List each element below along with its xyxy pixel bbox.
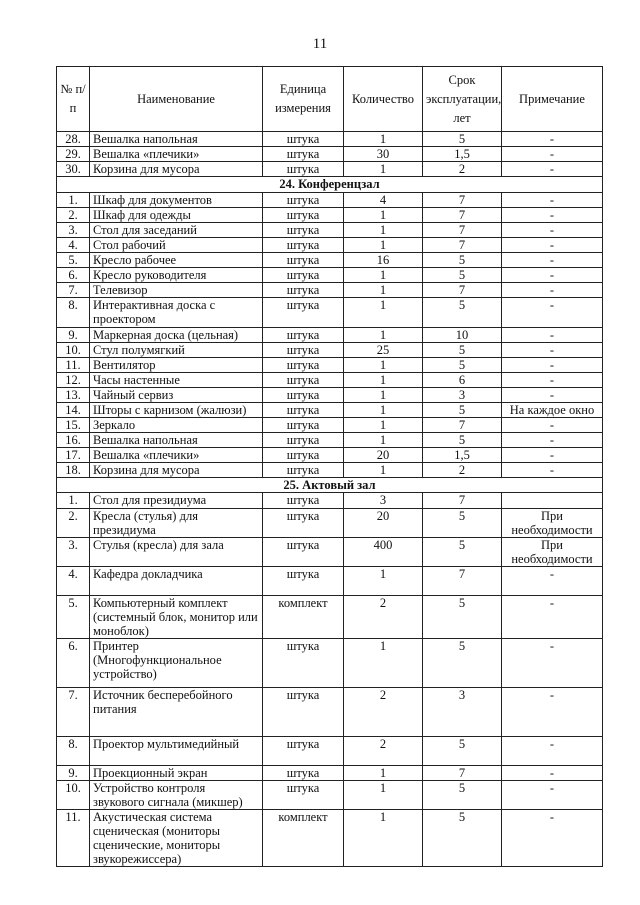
row-number: 11. [57, 358, 90, 373]
section-header-row [57, 177, 603, 193]
item-unit: штука [263, 509, 344, 538]
item-name: Стол рабочий [90, 238, 263, 253]
item-service-life: 5 [423, 538, 502, 567]
item-note: - [502, 268, 603, 283]
row-number: 10. [57, 781, 90, 810]
item-unit: штука [263, 493, 344, 509]
item-name: Вешалка «плечики» [90, 448, 263, 463]
item-note: - [502, 283, 603, 298]
item-unit: штука [263, 328, 344, 343]
item-quantity: 1 [344, 328, 423, 343]
item-name: Корзина для мусора [90, 463, 263, 478]
row-number: 7. [57, 283, 90, 298]
item-service-life: 5 [423, 358, 502, 373]
item-name: Проекционный экран [90, 766, 263, 781]
item-note: - [502, 766, 603, 781]
item-note: - [502, 162, 603, 177]
item-note: - [502, 298, 603, 328]
table-row [57, 463, 603, 478]
row-number: 2. [57, 509, 90, 538]
row-number: 11. [57, 810, 90, 867]
header-service-life: Срок эксплуатации, лет [423, 67, 502, 132]
table-row [57, 268, 603, 283]
item-name: Часы настенные [90, 373, 263, 388]
table-body [57, 132, 603, 867]
item-quantity: 1 [344, 403, 423, 418]
item-service-life: 7 [423, 766, 502, 781]
table-row [57, 433, 603, 448]
row-number: 30. [57, 162, 90, 177]
item-name: Кресло руководителя [90, 268, 263, 283]
table-row [57, 403, 603, 418]
item-unit: штука [263, 538, 344, 567]
item-service-life: 7 [423, 223, 502, 238]
item-name: Маркерная доска (цельная) [90, 328, 263, 343]
item-service-life: 6 [423, 373, 502, 388]
item-unit: штука [263, 238, 344, 253]
item-service-life: 7 [423, 493, 502, 509]
item-unit: штука [263, 343, 344, 358]
row-number: 9. [57, 766, 90, 781]
item-name: Кафедра докладчика [90, 567, 263, 596]
item-unit: штука [263, 639, 344, 688]
item-name: Стол для президиума [90, 493, 263, 509]
row-number: 8. [57, 298, 90, 328]
item-name: Источник бесперебойного питания [90, 688, 263, 737]
item-quantity: 1 [344, 208, 423, 223]
item-name: Вешалка напольная [90, 132, 263, 147]
item-unit: штука [263, 162, 344, 177]
item-service-life: 5 [423, 639, 502, 688]
item-quantity: 25 [344, 343, 423, 358]
item-unit: штука [263, 388, 344, 403]
table-row [57, 343, 603, 358]
table-row [57, 567, 603, 596]
row-number: 7. [57, 688, 90, 737]
item-note: - [502, 223, 603, 238]
item-note: - [502, 688, 603, 737]
table-row [57, 358, 603, 373]
item-note: - [502, 147, 603, 162]
table-row [57, 509, 603, 538]
item-unit: комплект [263, 810, 344, 867]
row-number: 13. [57, 388, 90, 403]
item-unit: штука [263, 567, 344, 596]
row-number: 4. [57, 238, 90, 253]
item-quantity: 1 [344, 810, 423, 867]
item-unit: штука [263, 766, 344, 781]
item-note: - [502, 238, 603, 253]
item-service-life: 5 [423, 343, 502, 358]
item-name: Чайный сервиз [90, 388, 263, 403]
item-note [502, 493, 603, 509]
row-number: 15. [57, 418, 90, 433]
item-unit: штука [263, 268, 344, 283]
item-note: - [502, 639, 603, 688]
item-quantity: 30 [344, 147, 423, 162]
item-quantity: 2 [344, 596, 423, 639]
item-quantity: 1 [344, 433, 423, 448]
section-title: 24. Конференцзал [57, 177, 603, 193]
table-row [57, 538, 603, 567]
item-name: Кресла (стулья) для президиума [90, 509, 263, 538]
item-service-life: 5 [423, 596, 502, 639]
item-quantity: 1 [344, 298, 423, 328]
item-unit: штука [263, 433, 344, 448]
item-quantity: 4 [344, 193, 423, 208]
header-note: Примечание [502, 67, 603, 132]
item-quantity: 1 [344, 418, 423, 433]
table-row [57, 493, 603, 509]
item-quantity: 20 [344, 509, 423, 538]
section-header-row [57, 478, 603, 493]
item-quantity: 1 [344, 162, 423, 177]
item-service-life: 1,5 [423, 147, 502, 162]
item-unit: штука [263, 463, 344, 478]
item-name: Принтер (Многофункциональное устройство) [90, 639, 263, 688]
item-service-life: 2 [423, 463, 502, 478]
item-service-life: 1,5 [423, 448, 502, 463]
item-name: Стул полумягкий [90, 343, 263, 358]
table-row [57, 639, 603, 688]
item-unit: штука [263, 418, 344, 433]
page-number: 11 [312, 36, 328, 52]
item-note: - [502, 343, 603, 358]
item-unit: штука [263, 223, 344, 238]
item-name: Проектор мультимедийный [90, 737, 263, 766]
table-header-row [57, 67, 603, 132]
item-note: - [502, 373, 603, 388]
row-number: 17. [57, 448, 90, 463]
item-quantity: 1 [344, 358, 423, 373]
table-row [57, 781, 603, 810]
item-quantity: 2 [344, 737, 423, 766]
item-service-life: 7 [423, 283, 502, 298]
item-service-life: 7 [423, 238, 502, 253]
header-unit: Единица измерения [263, 67, 344, 132]
item-unit: штука [263, 781, 344, 810]
item-service-life: 5 [423, 268, 502, 283]
item-quantity: 1 [344, 388, 423, 403]
row-number: 3. [57, 223, 90, 238]
row-number: 2. [57, 208, 90, 223]
item-quantity: 1 [344, 567, 423, 596]
item-unit: штука [263, 208, 344, 223]
item-name: Вешалка напольная [90, 433, 263, 448]
table-row [57, 162, 603, 177]
item-name: Телевизор [90, 283, 263, 298]
item-note: - [502, 810, 603, 867]
item-unit: штука [263, 147, 344, 162]
table-row [57, 328, 603, 343]
item-note: - [502, 388, 603, 403]
item-service-life: 3 [423, 388, 502, 403]
item-quantity: 1 [344, 268, 423, 283]
item-name: Корзина для мусора [90, 162, 263, 177]
header-quantity: Количество [344, 67, 423, 132]
item-service-life: 5 [423, 737, 502, 766]
item-quantity: 1 [344, 781, 423, 810]
row-number: 1. [57, 493, 90, 509]
item-note: - [502, 448, 603, 463]
item-service-life: 5 [423, 298, 502, 328]
table-row [57, 193, 603, 208]
item-name: Стол для заседаний [90, 223, 263, 238]
item-service-life: 7 [423, 193, 502, 208]
item-name: Шкаф для документов [90, 193, 263, 208]
row-number: 8. [57, 737, 90, 766]
item-name: Компьютерный комплект (системный блок, монитор или моноблок) [90, 596, 263, 639]
table-row [57, 223, 603, 238]
item-unit: штука [263, 737, 344, 766]
table-row [57, 147, 603, 162]
row-number: 5. [57, 596, 90, 639]
item-note: При необходимости [502, 538, 603, 567]
item-service-life: 3 [423, 688, 502, 737]
item-service-life: 5 [423, 433, 502, 448]
item-quantity: 1 [344, 639, 423, 688]
item-service-life: 5 [423, 132, 502, 147]
item-quantity: 1 [344, 373, 423, 388]
item-service-life: 7 [423, 208, 502, 223]
row-number: 3. [57, 538, 90, 567]
item-service-life: 5 [423, 253, 502, 268]
item-note: При необходимости [502, 509, 603, 538]
item-service-life: 5 [423, 781, 502, 810]
item-name: Кресло рабочее [90, 253, 263, 268]
row-number: 14. [57, 403, 90, 418]
table-row [57, 373, 603, 388]
row-number: 10. [57, 343, 90, 358]
item-name: Шторы с карнизом (жалюзи) [90, 403, 263, 418]
table-row [57, 238, 603, 253]
equipment-table [56, 66, 603, 867]
table-row [57, 132, 603, 147]
item-unit: штука [263, 193, 344, 208]
item-unit: штука [263, 403, 344, 418]
item-unit: штука [263, 358, 344, 373]
item-note: - [502, 781, 603, 810]
item-quantity: 2 [344, 688, 423, 737]
item-service-life: 5 [423, 403, 502, 418]
row-number: 4. [57, 567, 90, 596]
row-number: 12. [57, 373, 90, 388]
row-number: 28. [57, 132, 90, 147]
item-quantity: 1 [344, 283, 423, 298]
row-number: 9. [57, 328, 90, 343]
table-row [57, 283, 603, 298]
item-name: Вешалка «плечики» [90, 147, 263, 162]
table-row [57, 688, 603, 737]
item-name: Устройство контроля звукового сигнала (микшер) [90, 781, 263, 810]
table-row [57, 388, 603, 403]
header-name: Наименование [90, 67, 263, 132]
item-quantity: 20 [344, 448, 423, 463]
item-service-life: 5 [423, 509, 502, 538]
item-note: - [502, 328, 603, 343]
item-quantity: 1 [344, 766, 423, 781]
item-note: - [502, 358, 603, 373]
row-number: 29. [57, 147, 90, 162]
item-note: - [502, 418, 603, 433]
item-name: Стулья (кресла) для зала [90, 538, 263, 567]
row-number: 1. [57, 193, 90, 208]
row-number: 16. [57, 433, 90, 448]
table-row [57, 298, 603, 328]
item-name: Интерактивная доска с проектором [90, 298, 263, 328]
item-unit: комплект [263, 596, 344, 639]
item-note: - [502, 596, 603, 639]
item-unit: штука [263, 448, 344, 463]
section-title: 25. Актовый зал [57, 478, 603, 493]
item-note: - [502, 253, 603, 268]
table-row [57, 737, 603, 766]
item-quantity: 400 [344, 538, 423, 567]
item-unit: штука [263, 132, 344, 147]
table-row [57, 418, 603, 433]
row-number: 18. [57, 463, 90, 478]
item-name: Вентилятор [90, 358, 263, 373]
item-unit: штука [263, 688, 344, 737]
item-name: Шкаф для одежды [90, 208, 263, 223]
item-service-life: 7 [423, 567, 502, 596]
header-number: № п/п [57, 67, 90, 132]
item-unit: штука [263, 373, 344, 388]
row-number: 5. [57, 253, 90, 268]
table-row [57, 448, 603, 463]
table-row [57, 253, 603, 268]
item-unit: штука [263, 298, 344, 328]
item-note: - [502, 132, 603, 147]
item-note: - [502, 737, 603, 766]
item-unit: штука [263, 253, 344, 268]
item-quantity: 3 [344, 493, 423, 509]
table-row [57, 766, 603, 781]
item-quantity: 1 [344, 238, 423, 253]
item-service-life: 2 [423, 162, 502, 177]
item-note: На каждое окно [502, 403, 603, 418]
item-unit: штука [263, 283, 344, 298]
item-service-life: 5 [423, 810, 502, 867]
item-note: - [502, 208, 603, 223]
table-row [57, 810, 603, 867]
item-name: Зеркало [90, 418, 263, 433]
item-quantity: 16 [344, 253, 423, 268]
item-quantity: 1 [344, 132, 423, 147]
table-row [57, 208, 603, 223]
item-service-life: 10 [423, 328, 502, 343]
row-number: 6. [57, 639, 90, 688]
item-note: - [502, 193, 603, 208]
item-name: Акустическая система сценическая (мониторы сценические, мониторы звукорежиссера) [90, 810, 263, 867]
item-note: - [502, 433, 603, 448]
item-note: - [502, 463, 603, 478]
item-note: - [502, 567, 603, 596]
item-quantity: 1 [344, 223, 423, 238]
item-quantity: 1 [344, 463, 423, 478]
table-row [57, 596, 603, 639]
row-number: 6. [57, 268, 90, 283]
item-service-life: 7 [423, 418, 502, 433]
